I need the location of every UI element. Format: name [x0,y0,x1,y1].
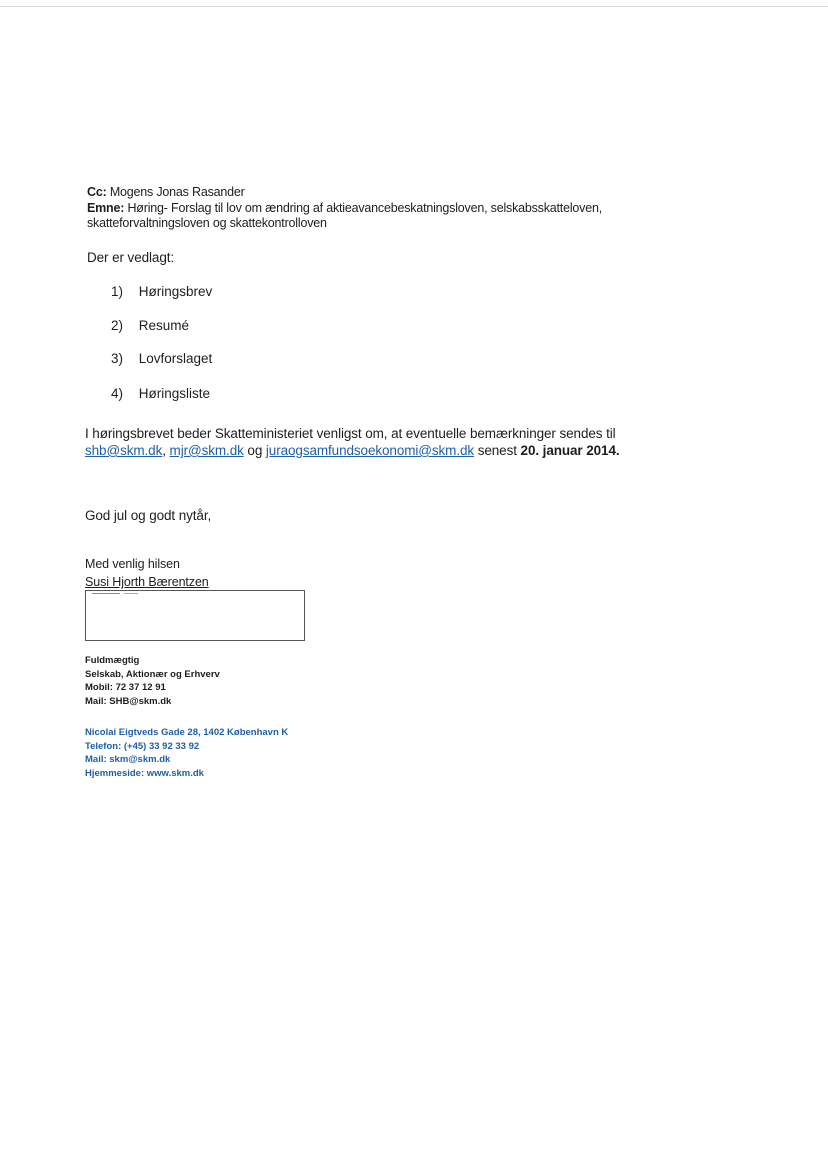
greeting: God jul og godt nytår, [85,508,212,523]
subject-text-2: skatteforvaltningsloven og skattekontrolloven [87,216,327,230]
contact-block [85,654,220,708]
cc-value: Mogens Jonas Rasander [109,185,245,199]
subject-line [87,201,602,215]
attachment-item: 3) Lovforslaget [111,351,213,366]
attachments-intro: Der er vedlagt: [87,250,175,265]
office-phone: Telefon: (+45) 33 92 33 92 [85,740,200,752]
cc-label: Cc: [87,185,107,199]
attachment-item: 2) Resumé [111,318,190,333]
deadline-date: 20. januar 2014. [520,443,620,458]
email-link-mjr[interactable]: mjr@skm.dk [169,443,244,458]
email-link-shb[interactable]: shb@skm.dk [85,443,163,458]
cc-line [87,185,245,199]
contact-mobile: Mobil: 72 37 12 91 [85,682,166,693]
office-block [85,726,288,780]
contact-title: Fuldmægtig [85,655,140,666]
office-mail: Mail: skm@skm.dk [85,754,171,765]
subject-text-1: Høring- Forslag til lov om ændring af aktieavancebeskatningsloven, selskabsskatteloven, [127,201,602,215]
email-link-jura[interactable]: juraogsamfundsoekonomi@skm.dk [265,443,475,458]
office-web: Hjemmeside: www.skm.dk [85,767,204,779]
regards: Med venlig hilsen [85,557,180,571]
request-line-2: shb@skm.dk, mjr@skm.dk og juraogsamfundsoekonomi@skm.dk senest 20. januar 2014. [85,443,620,458]
signature-image-box [85,590,305,641]
attachment-item: 1) Høringsbrev [111,284,213,299]
signatory-name: Susi Hjorth Bærentzen [85,575,209,589]
page-top-edge [0,6,828,7]
request-text: I høringsbrevet beder Skatteministeriet venligst om, at eventuelle bemærkninger sendes til [85,426,616,441]
office-address: Nicolai Eigtveds Gade 28, 1402 København K [85,727,289,738]
contact-mail: Mail: SHB@skm.dk [85,695,172,707]
attachment-item: 4) Høringsliste [111,386,211,401]
subject-line-2 [87,216,327,230]
subject-label: Emne: [87,201,125,215]
contact-department: Selskab, Aktionær og Erhverv [85,668,220,680]
